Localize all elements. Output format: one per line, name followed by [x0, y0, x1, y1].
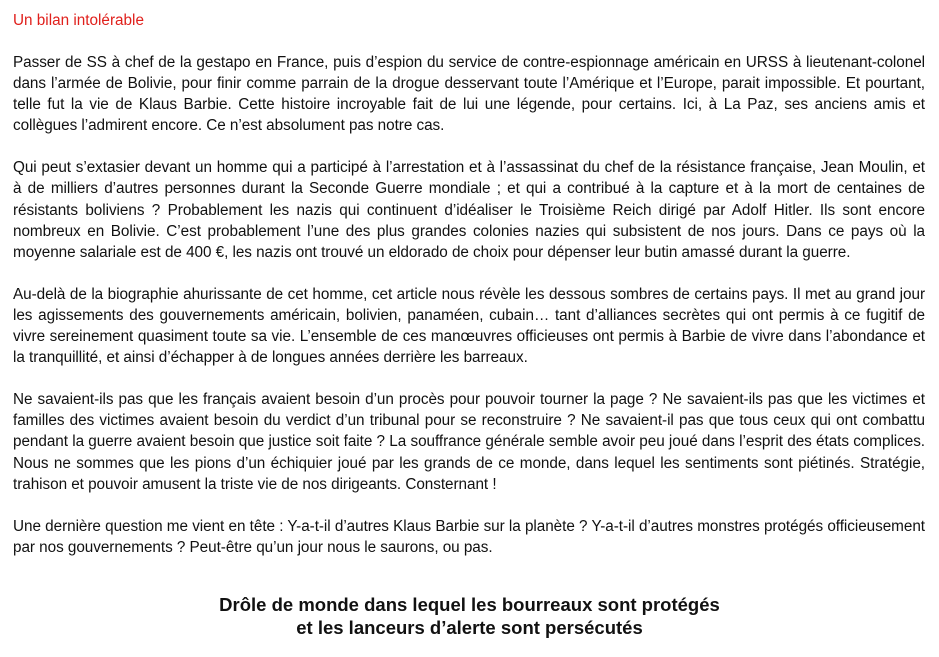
- paragraph-questions: Ne savaient-ils pas que les français avaient besoin d’un procès pour pouvoir tourner la page ? Ne savaient-ils pas que les victimes et familles des victimes avaient besoin du verdict d’un tribunal pour se reconstruire ? Ne savaient-il pas que tous ceux qui ont combattu pendant la guerre avaient besoin que justice soit faite ? La souffrance générale semble avoir peu joué dans l’esprit des états complices. Nous ne sommes que les pions d’un échiquier joué par les grands de ce monde, dans lequel les sentiments sont piétinés. Stratégie, trahison et pouvoir amusent la triste vie de nos dirigeants. Consternant !: [13, 391, 925, 493]
- paragraph-biography: Au-delà de la biographie ahurissante de cet homme, cet article nous révèle les dessous sombres de certains pays. Il met au grand jour les agissements des gouvernements américain, bolivien, panaméen, cubain… tant d’alliances secrètes qui ont permis à ce fugitif de vivre sereinement quasiment toute sa vie. L’ensemble de ces manœuvres officieuses ont permis à Barbie de vivre dans l’abondance et la tranquillité, et ainsi d’échapper à de longues années derrière les barreaux.: [13, 285, 925, 367]
- conclusion-line-2: et les lanceurs d’alerte sont persécutés: [296, 617, 643, 638]
- section-title: Un bilan intolérable: [13, 12, 144, 29]
- conclusion-heading: [0, 593, 939, 639]
- paragraph-final-question: Une dernière question me vient en tête : Y-a-t-il d’autres Klaus Barbie sur la planète ? Y-a-t-il d’autres monstres protégés officieusement par nos gouvernements ? Peut-être qu’un jour nous le saurons, ou pas.: [13, 517, 925, 556]
- document-body: [13, 10, 925, 579]
- conclusion-line-1: Drôle de monde dans lequel les bourreaux sont protégés: [219, 594, 720, 615]
- paragraph-jean-moulin: Qui peut s’extasier devant un homme qui a participé à l’arrestation et à l’assassinat du chef de la résistance française, Jean Moulin, et à de milliers d’autres personnes durant la Seconde Guerre mondiale ; et qui a contribué à la capture et à la mort de centaines de résistants boliviens ? Probablement les nazis qui continuent d’idéaliser le Troisième Reich dirigé par Adolf Hitler. Ils sont encore nombreux en Bolivie. C’est probablement l’une des plus grandes colonies nazies qui subsistent de nos jours. Dans ce pays où la moyenne salariale est de 400 €, les nazis ont trouvé un eldorado de choix pour dépenser leur butin amassé durant la guerre.: [13, 159, 925, 261]
- paragraph-intro: Passer de SS à chef de la gestapo en France, puis d’espion du service de contre-espionnage américain en URSS à lieutenant-colonel dans l’armée de Bolivie, pour finir comme parrain de la drogue desservant toute l’Amérique et l’Europe, parait impossible. Et pourtant, telle fut la vie de Klaus Barbie. Cette histoire incroyable fait de lui une légende, pour certains. Ici, à La Paz, ses anciens amis et collègues l’admirent encore. Ce n’est absolument pas notre cas.: [13, 54, 925, 135]
